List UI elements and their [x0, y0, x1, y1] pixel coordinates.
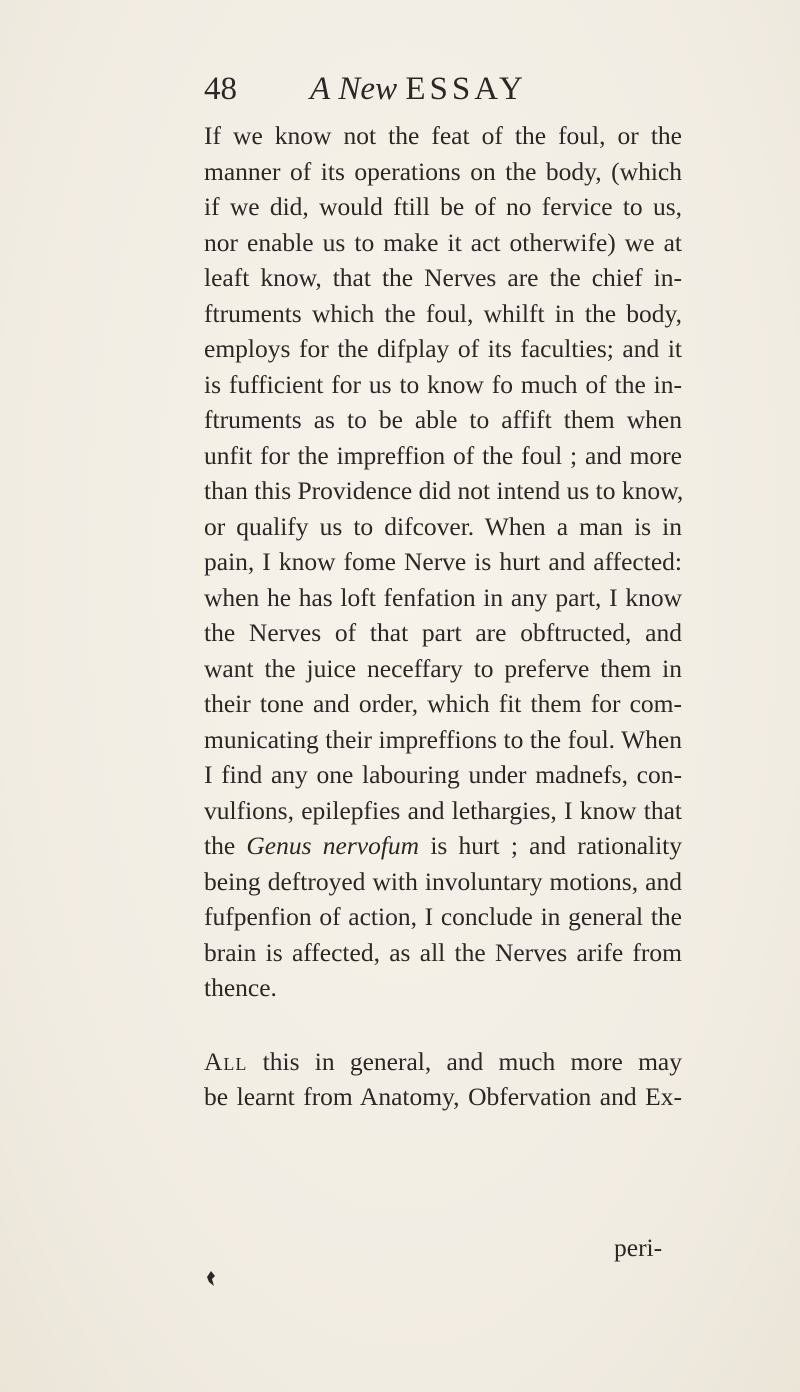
text-line: manner of its operations on the body, (which — [204, 156, 682, 186]
text-line: their tone and order, which fit them for com- — [204, 689, 682, 718]
running-title — [310, 64, 527, 114]
genus-before: the — [204, 831, 247, 860]
text-line: or qualify us to difcover. When a man is in — [204, 511, 682, 541]
body-text — [204, 118, 682, 1115]
text-line: the Nerves of that part are obftructed, and — [204, 618, 682, 647]
text-line-genus — [204, 828, 682, 864]
genus-after: is hurt ; and rationality — [419, 831, 683, 860]
text-line: fufpenfion of action, I conclude in general the — [204, 902, 682, 931]
text-line: thence. — [204, 973, 277, 1002]
text-line: If we know not the feat of the foul, or the — [204, 121, 682, 150]
title-new: New — [338, 71, 398, 107]
title-article: A — [310, 71, 331, 107]
text-line: than this Providence did not intend us to know, — [204, 476, 684, 505]
text-line: being deftroyed with involuntary motions, and — [204, 866, 682, 896]
catchword: peri- — [614, 1233, 663, 1262]
paragraph-two-rest: this in general, and much more may — [247, 1046, 682, 1076]
text-line: is fufficient for us to know fo much of the in- — [204, 369, 682, 399]
paragraph-opening-word: All — [204, 1046, 248, 1076]
ink-mark-icon — [205, 1270, 217, 1288]
title-essay: ESSAY — [405, 71, 527, 107]
text-line: brain is affected, as all the Nerves arife from — [204, 937, 682, 967]
text-line: pain, I know fome Nerve is hurt and affected: — [204, 547, 682, 576]
text-line: if we did, would ftill be of no fervice to us, — [204, 192, 682, 221]
genus-latin: Genus nervofum — [246, 831, 420, 860]
text-line: want the juice neceffary to preferve them in — [204, 653, 682, 683]
text-line: unfit for the impreffion of the foul ; and more — [204, 440, 682, 470]
page-header — [204, 64, 664, 114]
text-line: nor enable us to make it act otherwife) we at — [204, 227, 682, 257]
paragraph-two-first-line — [204, 1044, 682, 1080]
text-line: leaft know, that the Nerves are the chief in- — [204, 263, 682, 292]
text-line: be learnt from Anatomy, Obfervation and Ex- — [204, 1082, 682, 1111]
text-line: ftruments as to be able to affift them when — [204, 405, 682, 434]
text-line: I find any one labouring under madnefs, con- — [204, 760, 682, 789]
text-line: municating their impreffions to the foul. When — [204, 724, 682, 754]
page-number: 48 — [204, 71, 237, 107]
text-line: ftruments which the foul, whilft in the body, — [204, 298, 682, 328]
text-line: employs for the difplay of its faculties; and it — [204, 334, 682, 363]
text-line: vulfions, epilepfies and lethargies, I know that — [204, 795, 682, 825]
text-line: when he has loft fenfation in any part, I know — [204, 582, 682, 612]
